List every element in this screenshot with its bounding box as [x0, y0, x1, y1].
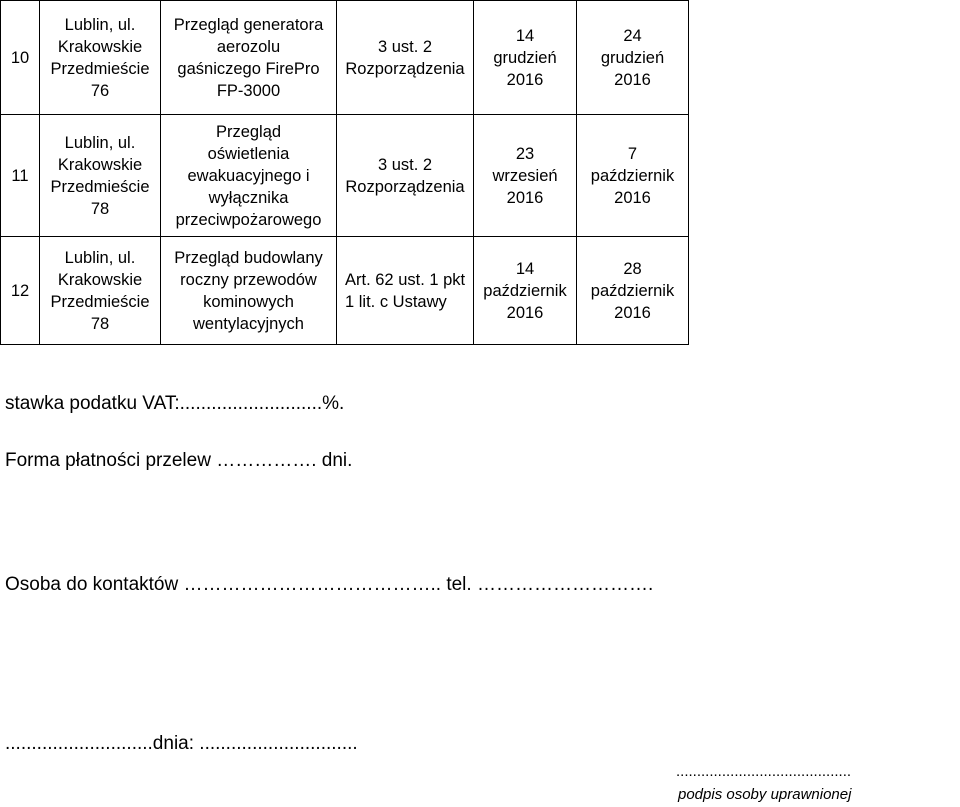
payment-terms-line: Forma płatności przelew ……………. dni. [5, 450, 353, 471]
address-cell: Lublin, ul. Krakowskie Przedmieście 76 [40, 1, 161, 115]
signature-line: .......................................... [676, 763, 852, 780]
address-cell: Lublin, ul. Krakowskie Przedmieście 78 [40, 115, 161, 237]
address-cell: Lublin, ul. Krakowskie Przedmieście 78 [40, 237, 161, 345]
contact-person-line: Osoba do kontaktów ………………………………….. tel. ………………………. [5, 574, 654, 595]
place-date-line: ............................dnia: .............................. [5, 733, 358, 754]
row-number: 10 [1, 1, 40, 115]
end-date-cell: 28 październik 2016 [577, 237, 689, 345]
vat-rate-line: stawka podatku VAT:...........................%. [5, 393, 345, 414]
start-date-cell: 23 wrzesień 2016 [474, 115, 577, 237]
service-cell: Przegląd oświetlenia ewakuacyjnego i wyłącznika przeciwpożarowego [161, 115, 337, 237]
legal-basis-cell: 3 ust. 2 Rozporządzenia [337, 115, 474, 237]
signature-label: podpis osoby uprawnionej [678, 786, 852, 803]
table-row [1, 1, 689, 115]
row-number: 12 [1, 237, 40, 345]
service-cell: Przegląd generatora aerozolu gaśniczego FirePro FP-3000 [161, 1, 337, 115]
end-date-cell: 7 październik 2016 [577, 115, 689, 237]
table-row [1, 115, 689, 237]
row-number: 11 [1, 115, 40, 237]
legal-basis-cell: 3 ust. 2 Rozporządzenia [337, 1, 474, 115]
end-date-cell: 24 grudzień 2016 [577, 1, 689, 115]
table-row [1, 237, 689, 345]
legal-basis-cell: Art. 62 ust. 1 pkt 1 lit. c Ustawy [337, 237, 474, 345]
service-cell: Przegląd budowlany roczny przewodów kominowych wentylacyjnych [161, 237, 337, 345]
start-date-cell: 14 październik 2016 [474, 237, 577, 345]
schedule-table [0, 0, 689, 345]
start-date-cell: 14 grudzień 2016 [474, 1, 577, 115]
